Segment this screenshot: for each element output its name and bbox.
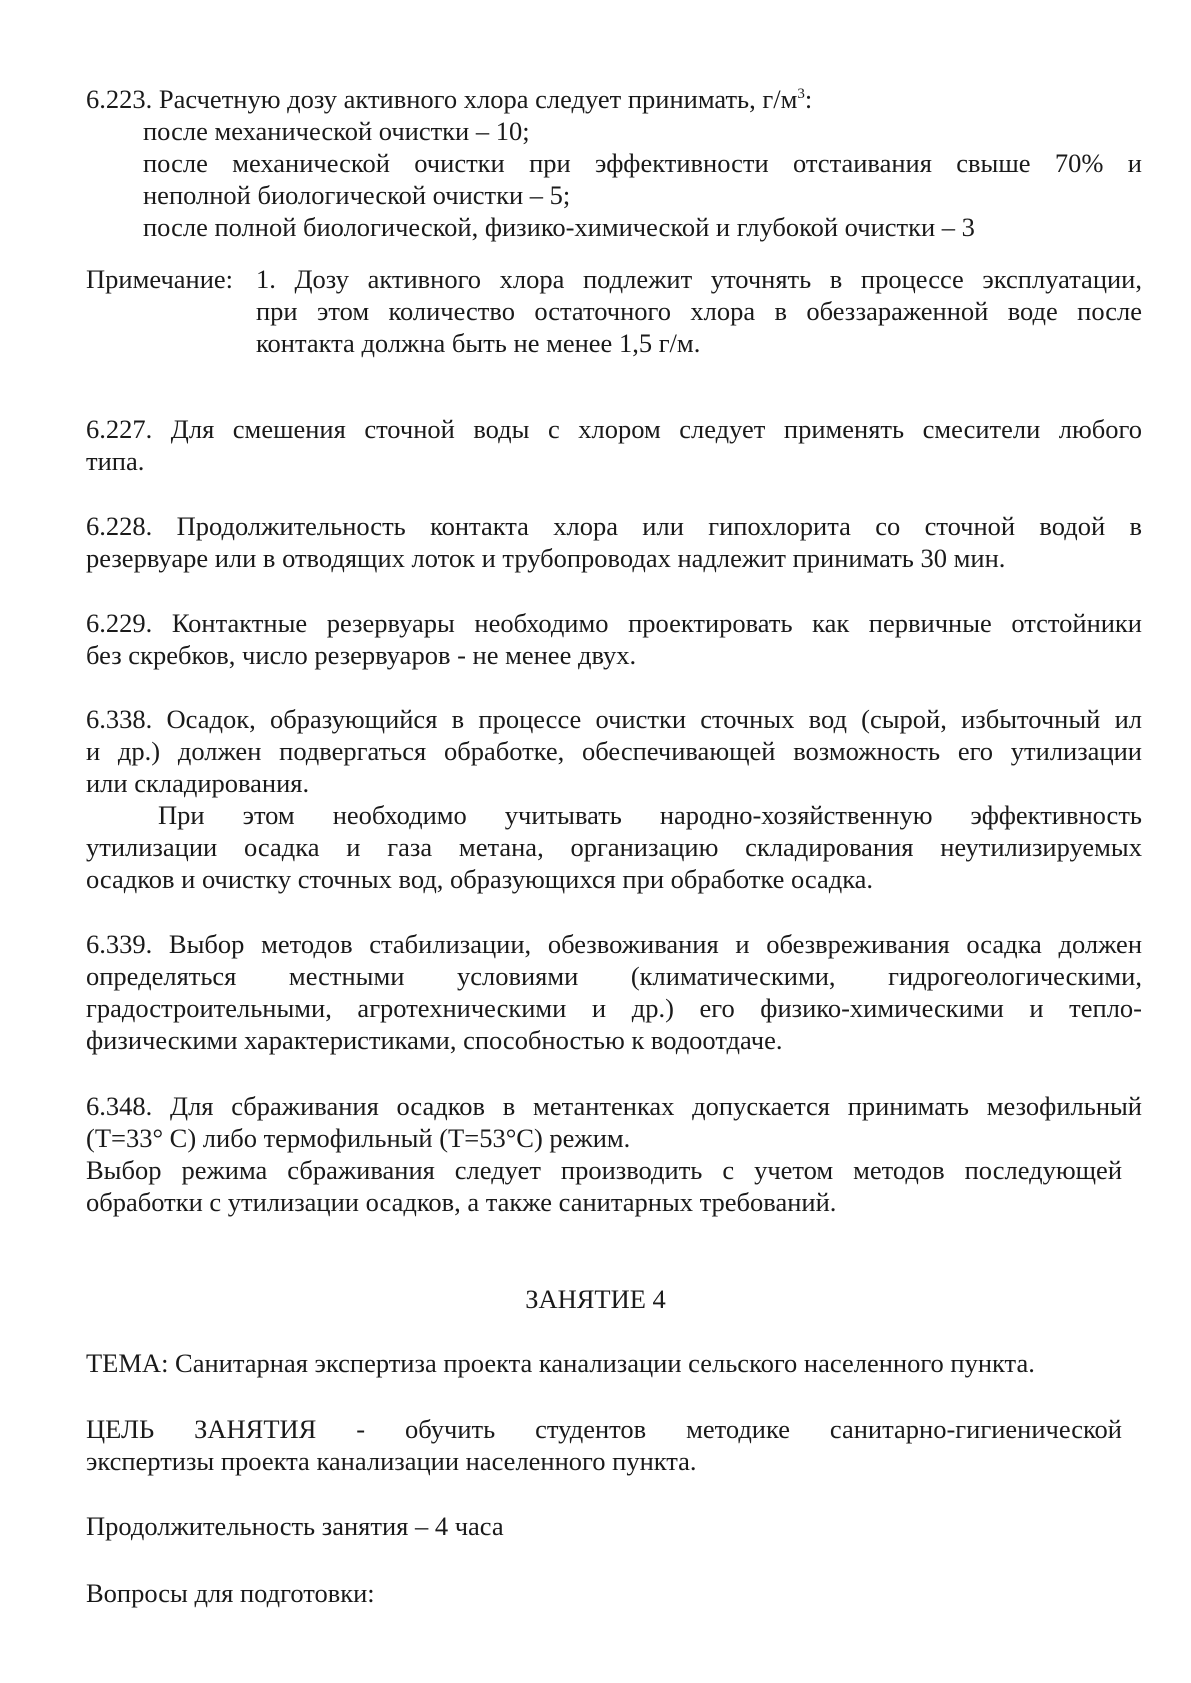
paragraph-6-223	[86, 83, 1142, 243]
list-item-continuation: неполной биологической очистки – 5;	[143, 180, 571, 210]
lesson-heading: ЗАНЯТИЕ 4	[525, 1284, 666, 1314]
paragraph-6-348: 6.348. Для сбраживания осадков в метантенках допускается принимать мезофильный (Т=33° С) либо термофильный (Т=53°С) режим. Выбор режима сбраживания следует производить с учетом методов последующей обработки с утилизации осадков, а также санитарных требований.	[86, 1091, 1142, 1217]
lesson-duration: Продолжительность занятия – 4 часа	[86, 1511, 504, 1541]
paragraph-6-339: 6.339. Выбор методов стабилизации, обезвоживания и обезвреживания осадка должен определяться местными условиями (климатическими, гидрогеологическими, градостроительными, агротехническими и др.) его физико-химическими и тепло- физическими характеристиками, способностью к водоотдаче.	[86, 929, 1142, 1055]
paragraph-6-228: 6.228. Продолжительность контакта хлора или гипохлорита со сточной водой в резервуаре или в отводящих лоток и трубопроводах надлежит принимать 30 мин.	[86, 511, 1142, 573]
superscript: 3	[797, 86, 805, 103]
list-item: после механической очистки – 10;	[143, 116, 530, 146]
note-label: Примечание:	[86, 264, 234, 294]
lesson-topic: ТЕМА: Санитарная экспертиза проекта канализации сельского населенного пункта.	[86, 1348, 1035, 1378]
paragraph-6-338: 6.338. Осадок, образующийся в процессе очистки сточных вод (сырой, избыточный ил и др.) должен подвергаться обработке, обеспечивающей возможность его утилизации или складирования. При этом необходимо учитывать народно-хозяйственную эффективность утилизации осадка и газа метана, организацию складирования неутилизируемых осадков и очистку сточных вод, образующихся при обработке осадка.	[86, 704, 1142, 894]
lesson-goal: ЦЕЛЬ ЗАНЯТИЯ - обучить студентов методике санитарно-гигиенической экспертизы проекта канализации населенного пункта.	[86, 1414, 1122, 1476]
paragraph-6-229: 6.229. Контактные резервуары необходимо проектировать как первичные отстойники без скребков, число резервуаров - не менее двух.	[86, 608, 1142, 670]
paragraph-6-227: 6.227. Для смешения сточной воды с хлором следует применять смесители любого типа.	[86, 414, 1142, 476]
note-body: 1. Дозу активного хлора подлежит уточнять в процессе эксплуатации, при этом количество остаточного хлора в обеззараженной воде после контакта должна быть не менее 1,5 г/м.	[256, 264, 1142, 358]
list-item: после полной биологической, физико-химической и глубокой очистки – 3	[143, 212, 975, 242]
preparation-questions-heading: Вопросы для подготовки:	[86, 1578, 375, 1608]
list-item: после механической очистки при эффективности отстаивания свыше 70% и	[143, 148, 1142, 178]
note-block	[86, 263, 1142, 359]
paragraph-line: 6.223. Расчетную дозу активного хлора следует принимать, $г/м^3$:	[86, 84, 813, 114]
